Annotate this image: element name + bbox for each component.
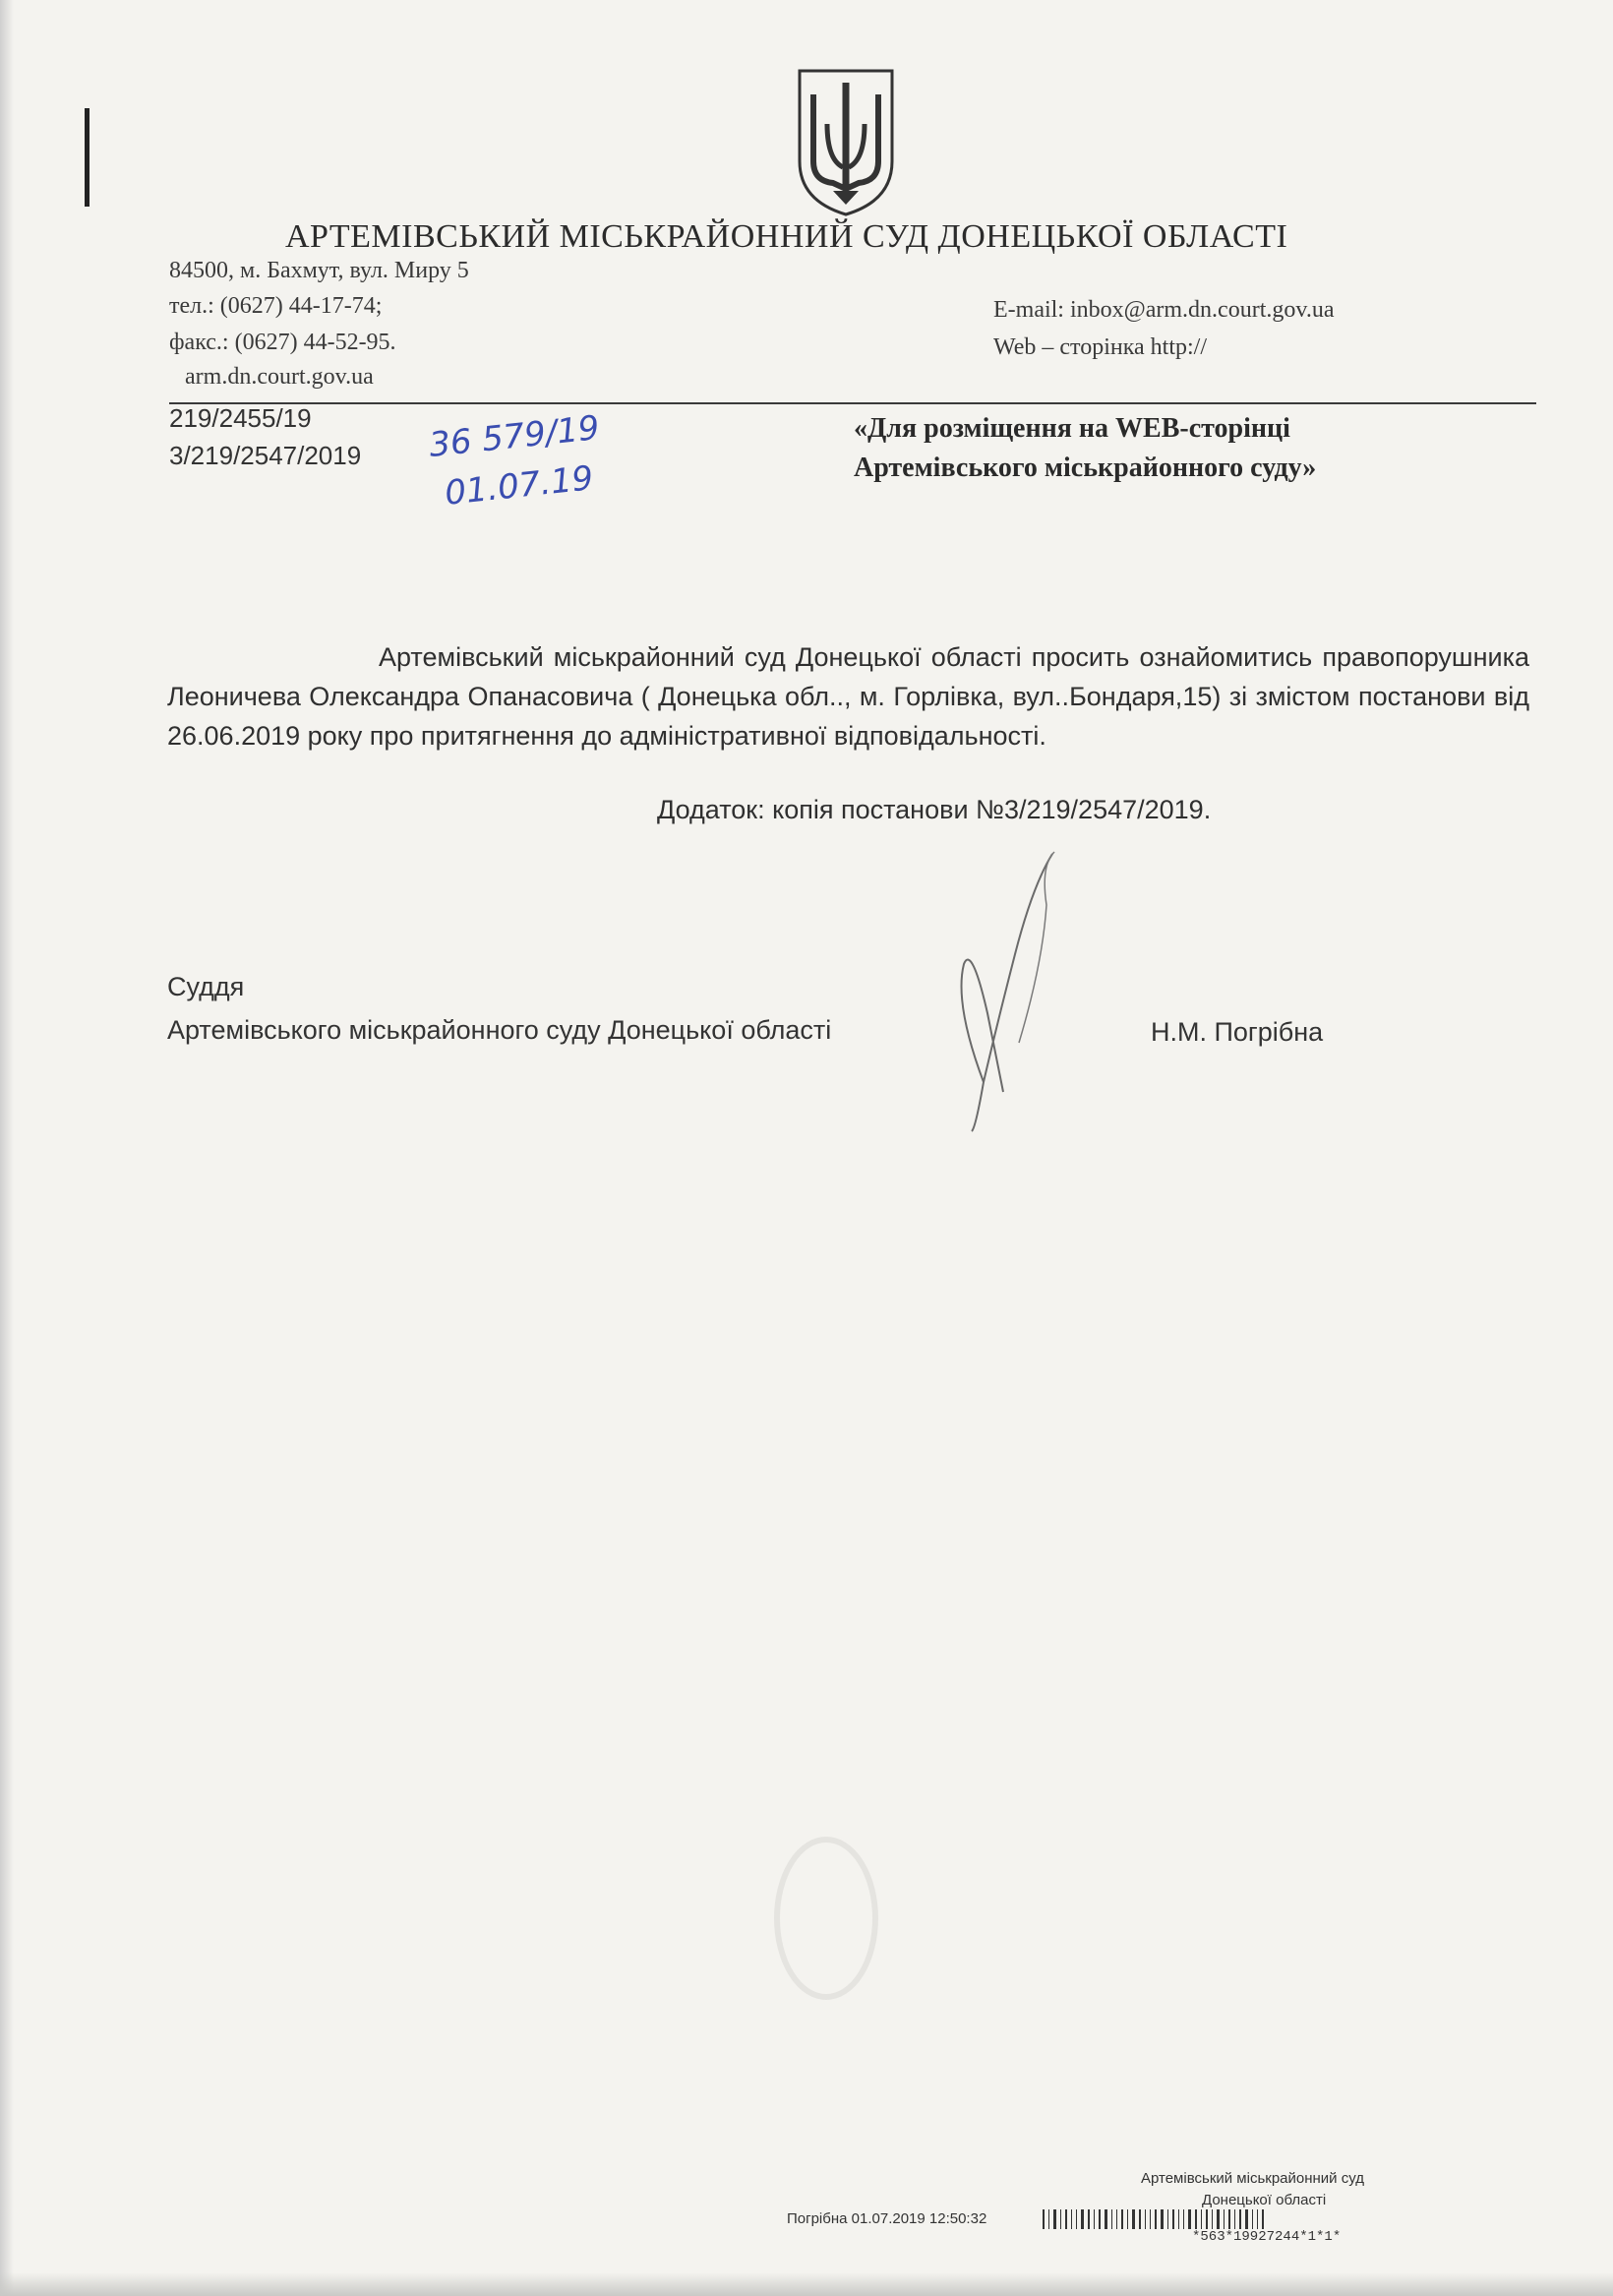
web-note-line-1: «Для розміщення на WEB-сторінці (854, 413, 1290, 444)
scan-edge-left (0, 0, 14, 2296)
coat-of-arms-icon (792, 65, 900, 218)
signer-court: Артемівського міськрайонного суду Донецької області (167, 1015, 832, 1045)
faded-stamp-ghost (767, 1830, 885, 2007)
attachment-line: Додаток: копія постанови №3/219/2547/2019. (657, 795, 1212, 824)
stamp-court-line-1: Артемівський міськрайонний суд (1141, 2170, 1364, 2187)
web-note-line-2: Артемівського міськрайонного суду» (854, 453, 1317, 483)
court-website: arm.dn.court.gov.ua (185, 364, 374, 390)
incoming-date-handwritten: 01.07.19 (443, 458, 596, 514)
signer-name: Н.М. Погрібна (1151, 1017, 1324, 1047)
stamp-court-line-2: Донецької області (1202, 2192, 1327, 2208)
court-address: 84500, м. Бахмут, вул. Миру 5 (169, 258, 469, 283)
document-barcode (1043, 2209, 1524, 2229)
incoming-number-handwritten: 36 579/19 (427, 408, 602, 465)
court-fax: факс.: (0627) 44-52-95. (169, 330, 396, 355)
header-divider (169, 402, 1536, 404)
court-phone: тел.: (0627) 44-17-74; (169, 293, 383, 319)
web-placement-note (854, 409, 1316, 488)
binding-mark (85, 108, 90, 207)
stamp-signer-datetime: Погрібна 01.07.2019 12:50:32 (787, 2210, 987, 2227)
proceeding-number: 3/219/2547/2019 (169, 441, 362, 470)
case-number: 219/2455/19 (169, 403, 312, 433)
request-paragraph: Артемівський міськрайонний суд Донецької області просить ознайомитись правопорушника Леоничева Олександра Опанасовича ( Донецька обл.., м. Горлівка, вул..Бондаря,15) зі змістом постанови від 26.06.2019 року про притягнення до адміністративної відповідальності. (167, 642, 1529, 751)
court-web-page: Web – сторінка http:// (993, 334, 1208, 360)
court-title: АРТЕМІВСЬКИЙ МІСЬКРАЙОННИЙ СУД ДОНЕЦЬКОЇ ОБЛАСТІ (285, 218, 1288, 255)
court-email: E-mail: inbox@arm.dn.court.gov.ua (993, 297, 1335, 323)
signer-role: Суддя (167, 972, 245, 1001)
barcode-number: *563*19927244*1*1* (1192, 2229, 1342, 2245)
handwritten-signature (925, 846, 1082, 1141)
scan-edge-bottom (0, 2272, 1613, 2296)
